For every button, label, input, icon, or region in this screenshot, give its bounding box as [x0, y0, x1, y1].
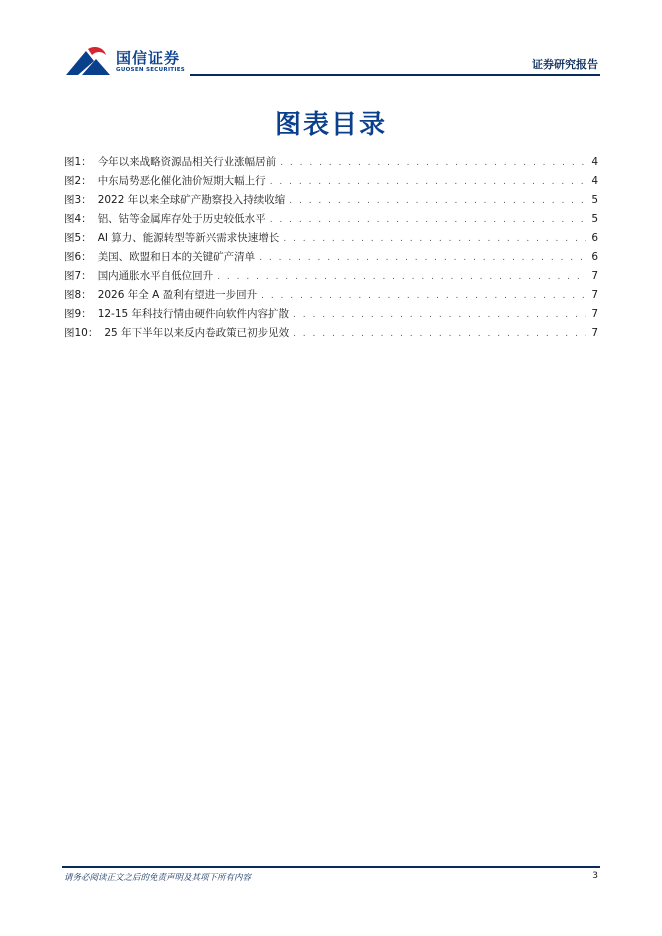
- toc-entry-title: 中东局势恶化催化油价短期大幅上行: [97, 175, 266, 187]
- toc-entry-label: 图9：: [64, 308, 92, 320]
- toc-entry-2[interactable]: [64, 173, 598, 192]
- toc-entry-label: 图6：: [64, 251, 92, 263]
- toc-entry-page: 7: [591, 289, 598, 301]
- toc-entry-page: 5: [591, 194, 598, 206]
- toc-entry-5[interactable]: [64, 230, 598, 249]
- toc-entry-page: 7: [591, 327, 598, 339]
- toc-entry-label: 图4：: [64, 213, 92, 225]
- toc-entry-label: 图7：: [64, 270, 92, 282]
- toc-leader-dots: [283, 234, 586, 244]
- toc-entry-label: 图5：: [64, 232, 92, 244]
- toc-leader-dots: [261, 291, 586, 301]
- page-header: [0, 0, 662, 80]
- toc-entry-7[interactable]: [64, 268, 598, 287]
- toc-entry-1[interactable]: [64, 154, 598, 173]
- toc-entry-page: 7: [591, 308, 598, 320]
- guosen-logo-icon: [64, 45, 112, 77]
- toc-entry-6[interactable]: [64, 249, 598, 268]
- toc-entry-9[interactable]: [64, 306, 598, 325]
- toc-entry-page: 4: [591, 175, 598, 187]
- toc-entry-page: 4: [591, 156, 598, 168]
- table-of-figures: [64, 154, 598, 344]
- toc-entry-label: 图3：: [64, 194, 92, 206]
- toc-entry-title: 国内通胀水平自低位回升: [97, 270, 214, 282]
- toc-leader-dots: [259, 253, 586, 263]
- footer-divider: [62, 866, 600, 868]
- toc-entry-title: 铝、钴等金属库存处于历史较低水平: [97, 213, 266, 225]
- toc-leader-dots: [270, 215, 586, 225]
- toc-entry-4[interactable]: [64, 211, 598, 230]
- toc-entry-title: 美国、欧盟和日本的关键矿产清单: [97, 251, 256, 263]
- toc-entry-8[interactable]: [64, 287, 598, 306]
- toc-entry-label: 图10：: [64, 327, 99, 339]
- toc-entry-page: 6: [591, 232, 598, 244]
- toc-entry-page: 6: [591, 251, 598, 263]
- toc-entry-title: 2026 年全 A 盈利有望进一步回升: [97, 289, 258, 301]
- toc-entry-title: 今年以来战略资源品相关行业涨幅居前: [97, 156, 277, 168]
- toc-entry-10[interactable]: [64, 325, 598, 344]
- toc-entry-label: 图8：: [64, 289, 92, 301]
- toc-entry-title: AI 算力、能源转型等新兴需求快速增长: [97, 232, 280, 244]
- page-title: 图表目录: [274, 110, 387, 140]
- toc-entry-title: 25 年下半年以来反内卷政策已初步见效: [104, 327, 290, 339]
- toc-leader-dots: [217, 272, 586, 282]
- toc-entry-page: 5: [591, 213, 598, 225]
- toc-entry-title: 12-15 年科技行情由硬件向软件内容扩散: [97, 308, 290, 320]
- logo-english-text: GUOSEN SECURITIES: [116, 67, 186, 73]
- toc-entry-page: 7: [591, 270, 598, 282]
- logo-chinese-text: 国信证券: [116, 49, 181, 67]
- toc-leader-dots: [270, 177, 586, 187]
- company-logo: [64, 45, 184, 77]
- footer-page-number: 3: [592, 871, 598, 881]
- toc-leader-dots: [293, 329, 586, 339]
- toc-entry-3[interactable]: [64, 192, 598, 211]
- toc-entry-label: 图2：: [64, 175, 92, 187]
- header-divider: [190, 74, 600, 76]
- toc-entry-label: 图1：: [64, 156, 92, 168]
- toc-leader-dots: [289, 196, 586, 206]
- report-type-label: 证券研究报告: [532, 58, 598, 71]
- footer-disclaimer: 请务必阅读正文之后的免责声明及其项下所有内容: [64, 873, 252, 883]
- toc-leader-dots: [280, 158, 586, 168]
- toc-leader-dots: [293, 310, 586, 320]
- toc-entry-title: 2022 年以来全球矿产勘察投入持续收缩: [97, 194, 286, 206]
